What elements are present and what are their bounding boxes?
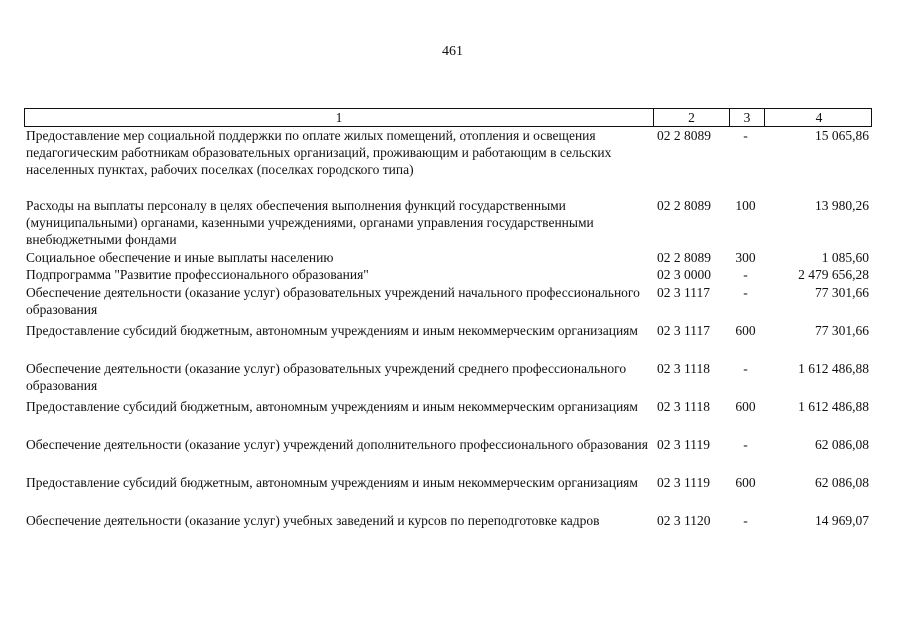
page-number: 461 <box>442 44 463 59</box>
row-code: 02 3 1117 <box>657 322 710 338</box>
row-type: 600 <box>735 398 756 414</box>
row-sum: 14 969,07 <box>815 512 869 528</box>
header-col-3: 3 <box>729 109 764 126</box>
row-name: Подпрограмма "Развитие профессионального образования" <box>26 267 369 282</box>
row-sum: 62 086,08 <box>815 436 869 452</box>
table-row <box>24 249 872 267</box>
row-sum: 2 479 656,28 <box>798 267 869 282</box>
row-code: 02 3 0000 <box>657 267 711 282</box>
row-sum: 62 086,08 <box>815 474 869 490</box>
row-name: Предоставление мер социальной поддержки по оплате жилых помещений, отопления и освещения педагогическим работникам образовательных организаций, проживающим и работающим в сельских населенных пунктах, рабочих поселках (поселках городского типа) <box>26 128 612 178</box>
row-sum: 1 085,60 <box>821 249 869 265</box>
table-row <box>24 127 872 197</box>
header-col-2: 2 <box>653 109 729 126</box>
row-sum: 77 301,66 <box>815 284 869 300</box>
table-header <box>24 108 872 127</box>
row-name: Обеспечение деятельности (оказание услуг) образовательных учреждений среднего профессионального образования <box>26 360 627 393</box>
row-type: - <box>743 284 748 300</box>
table-row <box>24 197 872 249</box>
row-code: 02 2 8089 <box>657 249 711 265</box>
row-type: - <box>743 436 748 452</box>
row-code: 02 3 1120 <box>657 512 711 528</box>
row-type: 600 <box>735 474 756 490</box>
header-col-4: 4 <box>764 109 873 126</box>
row-sum: 13 980,26 <box>815 198 869 213</box>
row-name: Предоставление субсидий бюджетным, автономным учреждениям и иным некоммерческим организациям <box>26 322 638 338</box>
row-type: 100 <box>735 198 756 213</box>
table-row <box>24 284 872 322</box>
row-code: 02 2 8089 <box>657 198 711 213</box>
row-sum: 1 612 486,88 <box>798 360 869 376</box>
header-col-1: 1 <box>335 110 343 125</box>
row-code: 02 3 1119 <box>657 474 710 490</box>
row-type: - <box>743 267 748 282</box>
row-name: Социальное обеспечение и иные выплаты населению <box>26 249 334 265</box>
row-name: Предоставление субсидий бюджетным, автономным учреждениям и иным некоммерческим организациям <box>26 474 638 490</box>
row-type: 600 <box>735 322 756 338</box>
row-code: 02 3 1119 <box>657 436 710 452</box>
table-row <box>24 398 872 436</box>
table-row <box>24 474 872 512</box>
row-sum: 15 065,86 <box>815 128 869 143</box>
row-sum: 77 301,66 <box>815 322 869 338</box>
row-type: - <box>743 128 748 143</box>
table-row <box>24 512 872 548</box>
row-name: Предоставление субсидий бюджетным, автономным учреждениям и иным некоммерческим организациям <box>26 398 638 414</box>
row-name: Обеспечение деятельности (оказание услуг) учреждений дополнительного профессионального образования <box>26 436 648 452</box>
table-row <box>24 436 872 474</box>
table-row <box>24 322 872 360</box>
row-type: 300 <box>735 249 756 265</box>
row-type: - <box>743 360 748 376</box>
row-name: Обеспечение деятельности (оказание услуг) учебных заведений и курсов по переподготовке кадров <box>26 512 600 528</box>
table-row <box>24 360 872 398</box>
row-code: 02 3 1117 <box>657 284 710 300</box>
budget-table <box>24 108 872 548</box>
row-type: - <box>743 512 748 528</box>
row-sum: 1 612 486,88 <box>798 398 869 414</box>
row-name: Расходы на выплаты персоналу в целях обеспечения выполнения функций государственными (муниципальными) органами, казенными учреждениями, органами управления государственными внебюджетными фондами <box>26 198 594 248</box>
row-name: Обеспечение деятельности (оказание услуг) образовательных учреждений начального профессионального образования <box>26 284 640 317</box>
row-code: 02 3 1118 <box>657 360 710 376</box>
row-code: 02 3 1118 <box>657 398 710 414</box>
table-row <box>24 266 872 284</box>
row-code: 02 2 8089 <box>657 128 711 143</box>
